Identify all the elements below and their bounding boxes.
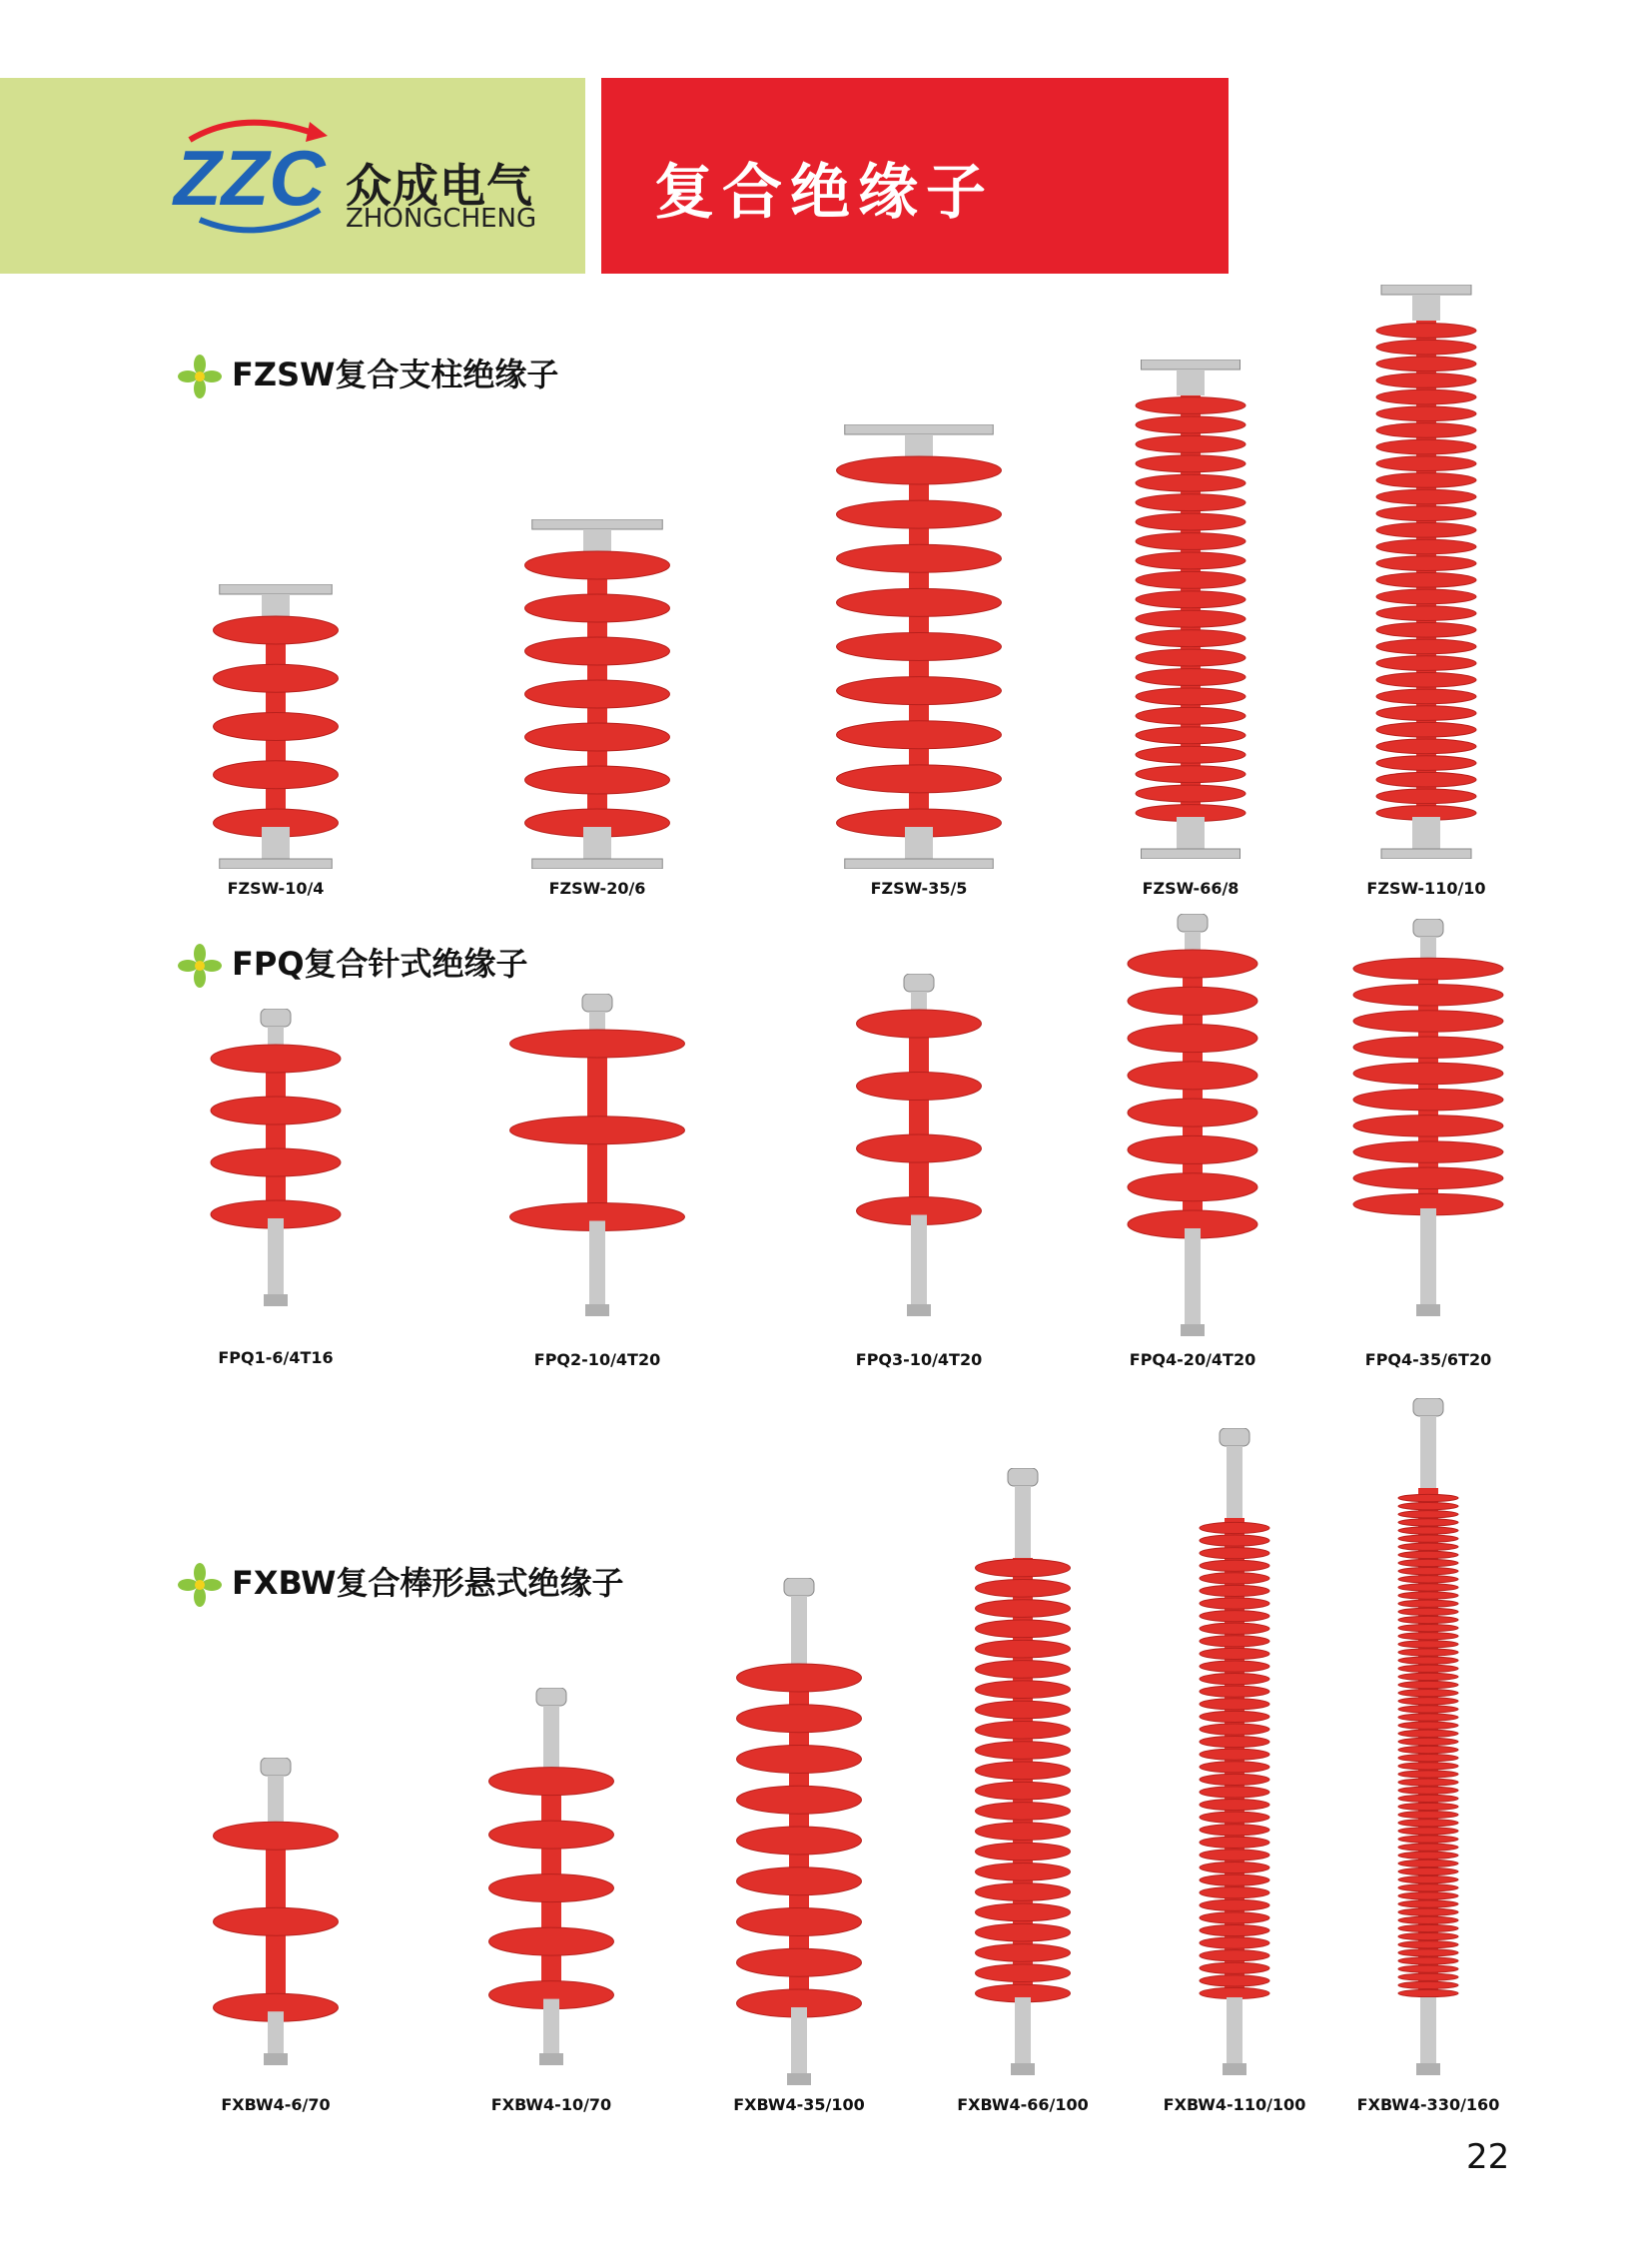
section-title-text: FPQ复合针式绝缘子: [232, 945, 528, 983]
insulator-icon: [176, 1758, 376, 2067]
product-label: FZSW-35/5: [870, 879, 968, 898]
insulator-icon: [819, 974, 1019, 1318]
product-label: FZSW-10/4: [227, 879, 325, 898]
insulator-icon: [1135, 1428, 1334, 2077]
product-label: FPQ1-6/4T16: [218, 1348, 334, 1367]
insulator-icon: [1328, 1398, 1528, 2077]
svg-text:ZZC: ZZC: [174, 134, 326, 222]
insulator-icon: [1328, 919, 1528, 1318]
product-label: FZSW-20/6: [548, 879, 646, 898]
product-label: FPQ4-20/4T20: [1129, 1350, 1256, 1369]
insulator-icon: [819, 424, 1019, 869]
section-title-fxbw: [178, 1558, 623, 1607]
product-label: FXBW4-35/100: [733, 2095, 865, 2114]
product-label: FPQ4-35/6T20: [1364, 1350, 1492, 1369]
green-star-icon: [178, 1563, 222, 1607]
product-label: FXBW4-6/70: [221, 2095, 331, 2114]
insulator-icon: [923, 1468, 1123, 2077]
insulator-icon: [497, 994, 697, 1318]
product-label: FXBW4-330/160: [1356, 2095, 1500, 2114]
product-label: FPQ3-10/4T20: [855, 1350, 983, 1369]
green-star-icon: [178, 944, 222, 988]
page-number: 22: [1466, 2137, 1510, 2177]
logo-english-name: ZHONGCHENG: [346, 204, 537, 234]
section-title-fpq: [178, 939, 528, 988]
product-label: FZSW-66/8: [1142, 879, 1239, 898]
section-title-fzsw: [178, 350, 558, 398]
insulator-icon: [497, 519, 697, 869]
product-label: FXBW4-66/100: [957, 2095, 1089, 2114]
insulator-icon: [176, 584, 376, 869]
section-title-text: FXBW复合棒形悬式绝缘子: [232, 1564, 624, 1602]
product-label: FPQ2-10/4T20: [533, 1350, 661, 1369]
insulator-icon: [1091, 360, 1290, 859]
product-label: FZSW-110/10: [1366, 879, 1486, 898]
product-label: FXBW4-10/70: [490, 2095, 612, 2114]
insulator-icon: [451, 1688, 651, 2067]
insulator-icon: [1326, 285, 1526, 859]
insulator-icon: [1093, 914, 1292, 1338]
section-title-text: FZSW复合支柱绝缘子: [232, 356, 559, 393]
insulator-icon: [176, 1009, 376, 1308]
green-star-icon: [178, 355, 222, 398]
product-label: FXBW4-110/100: [1163, 2095, 1306, 2114]
page-title: 复合绝缘子: [654, 158, 994, 228]
zhongcheng-logo-icon: [170, 110, 340, 240]
logo-chinese-name: 众成电气: [346, 159, 533, 213]
insulator-icon: [699, 1578, 899, 2087]
